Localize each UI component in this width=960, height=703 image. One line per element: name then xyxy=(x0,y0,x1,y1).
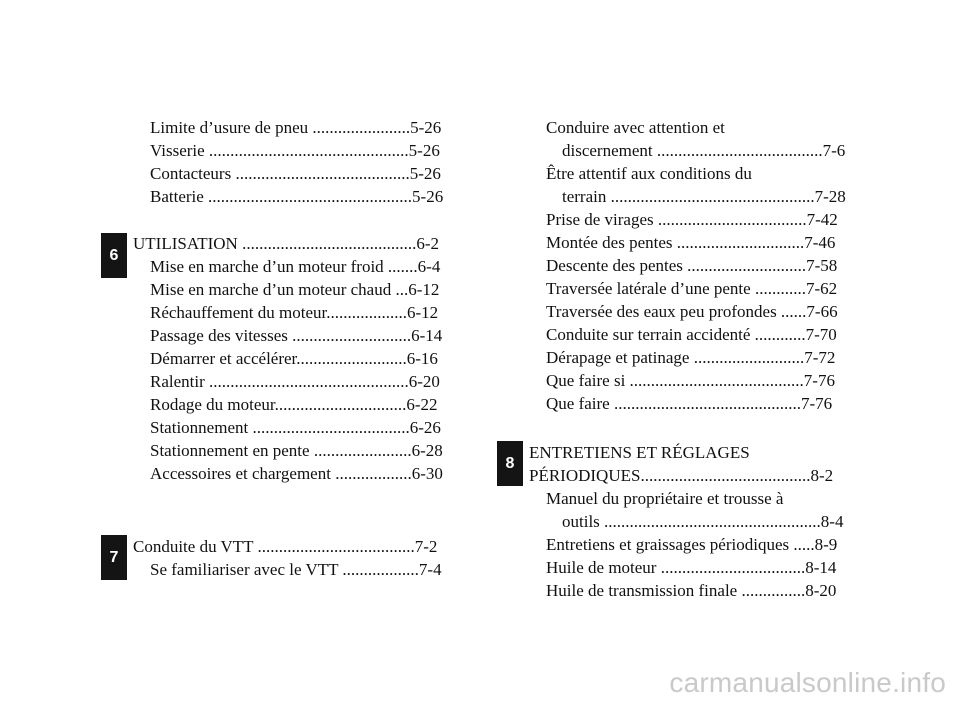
toc-entry[interactable]: Stationnement en pente .......................6-28 xyxy=(150,441,443,460)
toc-entry[interactable]: Réchauffement du moteur...................6-12 xyxy=(150,303,439,322)
toc-entry[interactable]: Que faire ............................................7-76 xyxy=(546,394,833,413)
toc-entry[interactable]: Stationnement .....................................6-26 xyxy=(150,418,441,437)
toc-chapter-heading[interactable]: Conduite du VTT .....................................7-2 xyxy=(133,537,438,556)
toc-entry[interactable]: Entretiens et graissages périodiques .....8-9 xyxy=(546,535,838,554)
toc-entry[interactable]: Conduire avec attention et xyxy=(546,118,725,137)
toc-chapter-heading[interactable]: UTILISATION .........................................6-2 xyxy=(133,234,439,253)
toc-entry-continuation[interactable]: terrain ................................................7-28 xyxy=(562,187,846,206)
toc-entry[interactable]: Conduite sur terrain accidenté ............7-70 xyxy=(546,325,837,344)
toc-entry[interactable]: Huile de transmission finale ...............8-20 xyxy=(546,581,837,600)
toc-entry[interactable]: Batterie ................................................5-26 xyxy=(150,187,444,206)
toc-entry[interactable]: Mise en marche d’un moteur froid .......6-4 xyxy=(150,257,441,276)
toc-entry[interactable]: Descente des pentes ............................7-58 xyxy=(546,256,838,275)
toc-entry[interactable]: Se familiariser avec le VTT ..................7-4 xyxy=(150,560,442,579)
toc-chapter-heading[interactable]: PÉRIODIQUES........................................8-2 xyxy=(529,466,834,485)
toc-entry[interactable]: Manuel du propriétaire et trousse à xyxy=(546,489,784,508)
watermark: carmanualsonline.info xyxy=(669,667,946,698)
toc-chapter-heading[interactable]: ENTRETIENS ET RÉGLAGES xyxy=(529,443,750,462)
toc-entry[interactable]: Passage des vitesses ............................6-14 xyxy=(150,326,443,345)
toc-entry[interactable]: Être attentif aux conditions du xyxy=(546,164,752,183)
toc-entry[interactable]: Ralentir ...............................................6-20 xyxy=(150,372,440,391)
toc-entry[interactable]: Mise en marche d’un moteur chaud ...6-12 xyxy=(150,280,440,299)
toc-entry[interactable]: Rodage du moteur...............................6-22 xyxy=(150,395,438,414)
section-tab-8: 8 xyxy=(497,441,523,486)
section-tab-6: 6 xyxy=(101,233,127,278)
toc-entry[interactable]: Huile de moteur ..................................8-14 xyxy=(546,558,837,577)
toc-entry[interactable]: Traversée latérale d’une pente ............7-62 xyxy=(546,279,838,298)
section-tab-7: 7 xyxy=(101,535,127,580)
toc-entry[interactable]: Dérapage et patinage ..........................7-72 xyxy=(546,348,836,367)
toc-entry[interactable]: Limite d’usure de pneu .......................5-26 xyxy=(150,118,442,137)
toc-entry[interactable]: Démarrer et accélérer..........................6-16 xyxy=(150,349,438,368)
toc-entry[interactable]: Traversée des eaux peu profondes ......7-66 xyxy=(546,302,838,321)
toc-entry[interactable]: Contacteurs .........................................5-26 xyxy=(150,164,441,183)
toc-entry-continuation[interactable]: outils ...................................................8-4 xyxy=(562,512,844,531)
toc-entry[interactable]: Visserie ...............................................5-26 xyxy=(150,141,440,160)
toc-entry[interactable]: Prise de virages ...................................7-42 xyxy=(546,210,838,229)
toc-entry[interactable]: Que faire si .........................................7-76 xyxy=(546,371,835,390)
toc-entry[interactable]: Montée des pentes ..............................7-46 xyxy=(546,233,836,252)
toc-entry-continuation[interactable]: discernement .......................................7-6 xyxy=(562,141,846,160)
toc-entry[interactable]: Accessoires et chargement ..................6-30 xyxy=(150,464,443,483)
